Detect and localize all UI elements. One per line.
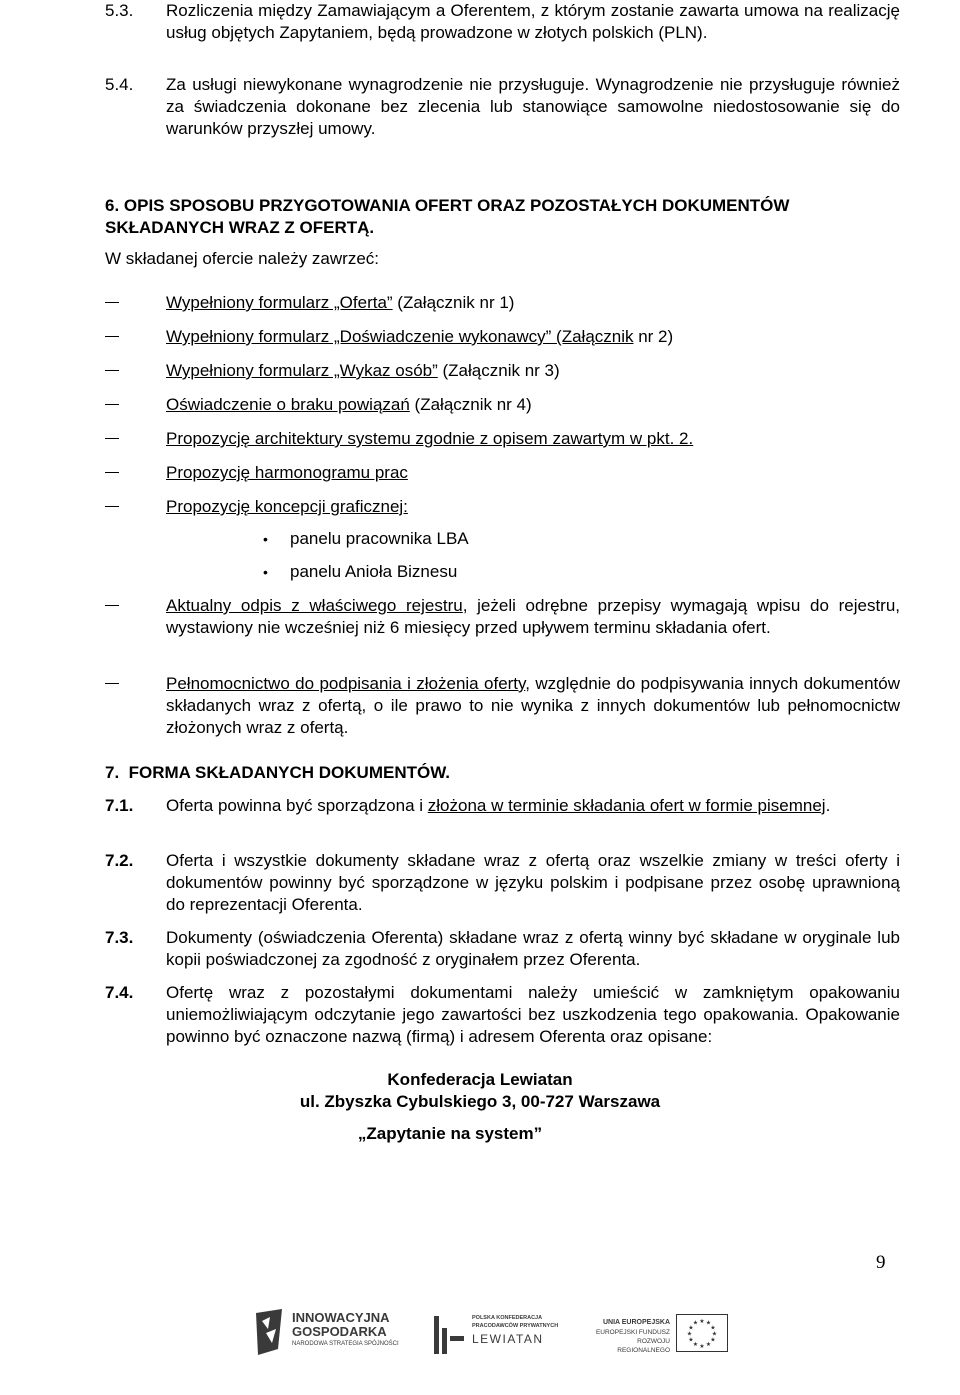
svg-text:★: ★ [705,1319,712,1327]
address-line-2: ul. Zbyszka Cybulskiego 3, 00-727 Warszawa [299,1092,661,1111]
lewiatan-line-1: POLSKA KONFEDERACJA [472,1315,543,1321]
svg-text:★: ★ [692,1319,699,1327]
svg-text:★: ★ [688,1336,694,1344]
paragraph-text: Ofertę wraz z pozostałymi dokumentami należy umieścić w zamkniętym opakowaniu uniemożliwiającym odczytanie jego zawartości bez uszkodzenia tego opakowania. Opakowanie powinno być oznaczone nazwą (firmą) i adresem Oferenta oraz opisane: [166,983,900,1046]
lewiatan-line-2: PRACODAWCÓW PRYWATNYCH [472,1323,559,1329]
list-item-text [166,428,693,450]
dash-marker [105,506,119,507]
list-item-underlined: Pełnomocnictwo do podpisania i złożenia oferty [166,674,526,693]
paragraph-number: 7.1. [105,796,134,815]
list-item-underlined: Aktualny odpis z właściwego rejestru [166,596,463,615]
eu-flag-icon [676,1314,728,1352]
svg-text:★: ★ [711,1330,718,1338]
section-6-heading-cont: SKŁADANYCH WRAZ Z OFERTĄ. [105,218,375,237]
paragraph-text: Za usługi niewykonane wynagrodzenie nie przysługuje. Wynagrodzenie nie przysługuje również za świadczenia dokonane bez zlecenia lub stanowiące samowolne niedostosowanie się do warunków przyszłej umowy. [166,75,900,138]
lewiatan-logo [432,1312,562,1362]
paragraph-text-underlined: złożona w terminie składania ofert w formie pisemnej [427,796,826,815]
dash-marker [105,404,119,405]
list-item-text [166,595,900,639]
paragraph-text [166,795,900,817]
sub-list-item: panelu Anioła Biznesu [290,562,458,581]
ue-line-2: EUROPEJSKI FUNDUSZ [595,1329,670,1336]
paragraph-number: 7.2. [105,851,134,870]
paragraph-text-part: Oferta powinna być sporządzona i [166,796,428,815]
list-item-underlined: Wypełniony formularz „Doświadczenie wykonawcy” (Załącznik [166,327,634,346]
ue-line-1: UNIA EUROPEJSKA [602,1319,670,1326]
sub-list-item: panelu pracownika LBA [290,529,469,548]
list-item-text [166,673,900,739]
lewiatan-line-3: LEWIATAN [472,1332,544,1346]
dash-marker [105,472,119,473]
list-item-suffix: (Załącznik nr 1) [392,293,515,312]
list-item-underlined: Propozycję harmonogramu prac [166,463,408,482]
list-item-suffix: , względnie do podpisywania innych dokumentów składanych wraz z ofertą, o ile prawo to nie wynika z innych dokumentów lub pełnomocnictw złożonych wraz z ofertą. [166,674,900,737]
lewiatan-emblem-icon [432,1314,466,1356]
innowacyjna-gospodarka-logo [250,1305,410,1365]
list-item-suffix: (Załącznik nr 3) [437,361,560,380]
bullet-icon: • [263,531,268,547]
address-line-1: Konfederacja Lewiatan [387,1070,573,1089]
svg-text:★: ★ [699,1343,705,1350]
list-item-underlined: Oświadczenie o braku powiązań [166,395,410,414]
svg-text:★: ★ [686,1330,693,1338]
list-item-text [166,462,408,484]
svg-text:★: ★ [692,1341,699,1348]
svg-text:★: ★ [710,1336,716,1344]
paragraph-text-part: . [825,796,831,815]
section-7-heading: 7. FORMA SKŁADANYCH DOKUMENTÓW. [105,763,451,782]
bullet-icon: • [263,564,268,580]
dash-marker [105,605,119,606]
paragraph-text: Dokumenty (oświadczenia Oferenta) składane wraz z ofertą winny być składane w oryginale lub kopii poświadczonej za zgodność z oryginałem przez Oferenta. [166,928,900,969]
ig-line-2: GOSPODARKA [292,1324,387,1339]
paragraph-number: 5.4. [105,75,134,94]
ig-emblem-icon [250,1307,288,1357]
paragraph-text: Rozliczenia między Zamawiającym a Oferentem, z którym zostanie zawarta umowa na realizację usług objętych Zapytaniem, będą prowadzone w złotych polskich (PLN). [166,1,900,42]
list-item-text [166,360,560,382]
section-6-intro: W składanej ofercie należy zawrzeć: [105,249,380,268]
ig-line-3: NARODOWA STRATEGIA SPÓJNOŚCI [292,1341,399,1347]
page-number: 9 [876,1252,886,1273]
section-6-heading: 6. OPIS SPOSOBU PRZYGOTOWANIA OFERT ORAZ POZOSTAŁYCH DOKUMENTÓW [105,196,790,215]
dash-marker [105,302,119,303]
list-item-text [166,496,408,518]
dash-marker [105,370,119,371]
list-item-suffix: (Załącznik nr 4) [409,395,532,414]
svg-text:★: ★ [688,1324,694,1332]
list-item-underlined: Wypełniony formularz „Oferta” [166,293,393,312]
svg-text:★: ★ [705,1341,712,1348]
svg-text:★: ★ [699,1318,705,1325]
paragraph-number: 7.3. [105,928,134,947]
list-item-text [166,292,514,314]
list-item-text [166,394,532,416]
list-item-underlined: Wypełniony formularz „Wykaz osób” [166,361,438,380]
paragraph-number: 7.4. [105,983,134,1002]
dash-marker [105,683,119,684]
list-item-text [166,326,673,348]
dash-marker [105,336,119,337]
dash-marker [105,438,119,439]
svg-text:★: ★ [710,1324,716,1332]
eu-logo [594,1312,734,1358]
list-item-underlined: Propozycję koncepcji graficznej: [166,497,408,516]
paragraph-text: Oferta i wszystkie dokumenty składane wraz z ofertą oraz wszelkie zmiany w treści oferty i dokumentów powinny być sporządzone w języku polskim i podpisane przez osobę uprawnioną do reprezentacji Oferenta. [166,851,900,914]
list-item-underlined: Propozycję architektury systemu zgodnie z opisem zawartym w pkt. 2. [166,429,694,448]
ue-line-3: ROZWOJU REGIONALNEGO [617,1338,670,1354]
list-item-suffix: nr 2) [633,327,674,346]
list-item-suffix: , jeżeli odrębne przepisy wymagają wpisu do rejestru, wystawiony nie wcześniej niż 6 miesięcy przed upływem terminu składania ofert. [166,596,900,637]
ig-line-1: INNOWACYJNA [292,1310,390,1325]
paragraph-number: 5.3. [105,1,134,20]
address-line-3: „Zapytanie na system” [357,1124,543,1143]
